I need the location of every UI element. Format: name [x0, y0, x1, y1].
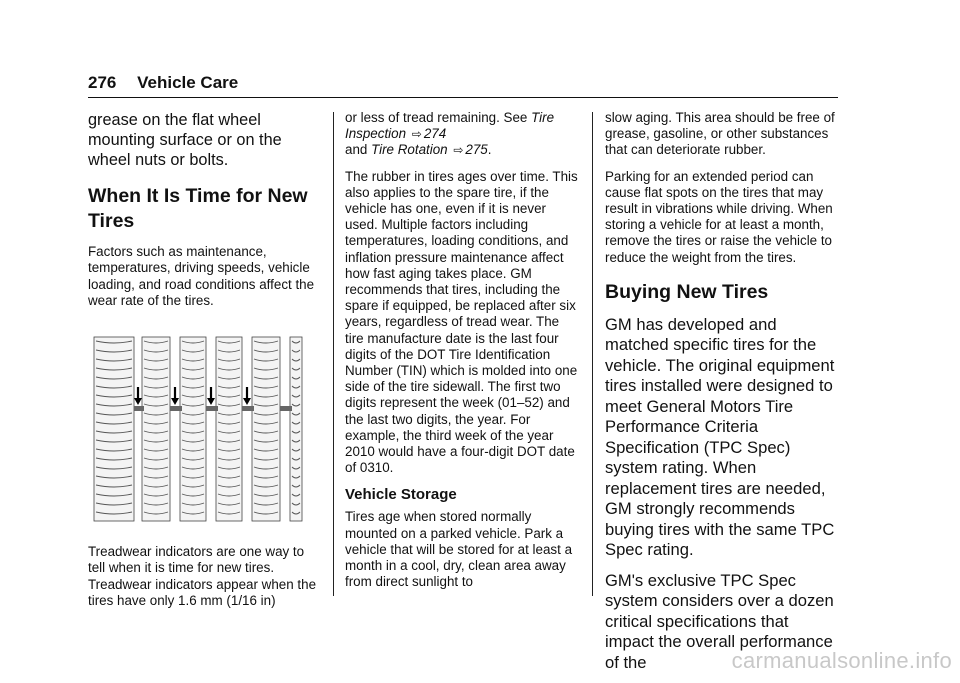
- arrow-circle-icon: ⇨: [453, 143, 464, 158]
- section-heading: When It Is Time for New Tires: [88, 185, 308, 233]
- indicator-arrowhead: [134, 398, 142, 405]
- paragraph: slow aging. This area should be free of grease, gasoline, or other substances that can deteriorate rubber.: [605, 110, 835, 158]
- column-1: [88, 110, 324, 619]
- indicator-arrowhead: [207, 398, 215, 405]
- treadwear-indicator-illustration: [92, 335, 304, 525]
- text-run: or less of tread remaining. See: [345, 110, 532, 125]
- text-run: and: [345, 142, 372, 158]
- page-number: 276: [88, 73, 117, 92]
- paragraph: grease on the flat wheel mounting surface or on the wheel nuts or bolts.: [88, 111, 282, 170]
- watermark: carmanualsonline.info: [731, 648, 952, 673]
- paragraph: Treadwear indicators are one way to tell when it is time for new tires. Treadwear indicators appear when the tires have only 1.6 mm (1/16 in): [88, 544, 317, 608]
- section-title: Vehicle Care: [137, 73, 239, 92]
- wear-bar: [206, 406, 218, 411]
- column-3: [605, 110, 841, 683]
- reference-page[interactable]: 275: [465, 142, 488, 158]
- header-rule: [88, 97, 838, 98]
- tread-rib: [252, 337, 280, 521]
- tread-rib: [94, 337, 134, 521]
- tread-rib: [142, 337, 170, 521]
- wear-bar: [280, 406, 292, 411]
- paragraph: Parking for an extended period can cause flat spots on the tires that may result in vibrations while driving. When storing a vehicle for at least a month, remove the tires or raise the vehicle to reduce the weight from the tires.: [605, 168, 833, 265]
- indicator-arrowhead: [171, 398, 179, 405]
- paragraph: GM has developed and matched specific tires for the vehicle. The original equipment tires installed were designed to meet General Motors Tire Performance Criteria Specification (TPC Spec) system rating. When replacement tires are needed, GM strongly recommends buying tires with the same TPC Spec rating.: [605, 314, 835, 560]
- subsection-heading: Vehicle Storage: [345, 486, 457, 504]
- tread-rib: [180, 337, 206, 521]
- tread-rib: [290, 337, 302, 521]
- section-heading: Buying New Tires: [605, 280, 769, 303]
- wear-bar: [242, 406, 254, 411]
- tread-rib: [216, 337, 242, 521]
- column-divider: [333, 112, 334, 596]
- paragraph: GM's exclusive TPC Spec system considers over a dozen critical specifications that impact the overall performance of the: [605, 570, 834, 672]
- wear-bar: [134, 406, 144, 411]
- reference-page[interactable]: 274: [423, 126, 447, 142]
- tire-rotation-link[interactable]: Tire Rotation: [371, 142, 448, 158]
- tire-inspection-link[interactable]: Tire Inspection: [345, 110, 555, 142]
- indicator-arrowhead: [243, 398, 251, 405]
- wear-bar: [170, 406, 182, 411]
- paragraph: The rubber in tires ages over time. This also applies to the spare tire, if the vehicle has one, even if it is never used. Multiple factors including temperatures, loading conditions, and inflation pressure maintenance affect how fast aging takes place. GM recommends that tires, including the spare if equipped, be replaced after six years, regardless of tread wear. The tire manufacture date is the last four digits of the DOT Tire Identification Number (TIN) which is molded into one side of the tire sidewall. The first two digits represent the week (01–52) and the last two digits, the year. For example, the third week of the year 2010 would have a four-digit DOT date of 0310.: [345, 168, 578, 476]
- arrow-circle-icon: ⇨: [411, 127, 422, 142]
- column-2: [345, 110, 581, 600]
- column-divider: [592, 112, 593, 596]
- paragraph: Factors such as maintenance, temperatures, driving speeds, vehicle loading, and road conditions affect the wear rate of the tires.: [88, 244, 315, 308]
- page-header: [88, 73, 238, 93]
- paragraph: Tires age when stored normally mounted on a parked vehicle. Park a vehicle that will be stored for at least a month in a cool, dry, clean area away from direct sunlight to: [345, 509, 573, 590]
- text-run: .: [487, 142, 492, 158]
- paragraph: [345, 110, 581, 159]
